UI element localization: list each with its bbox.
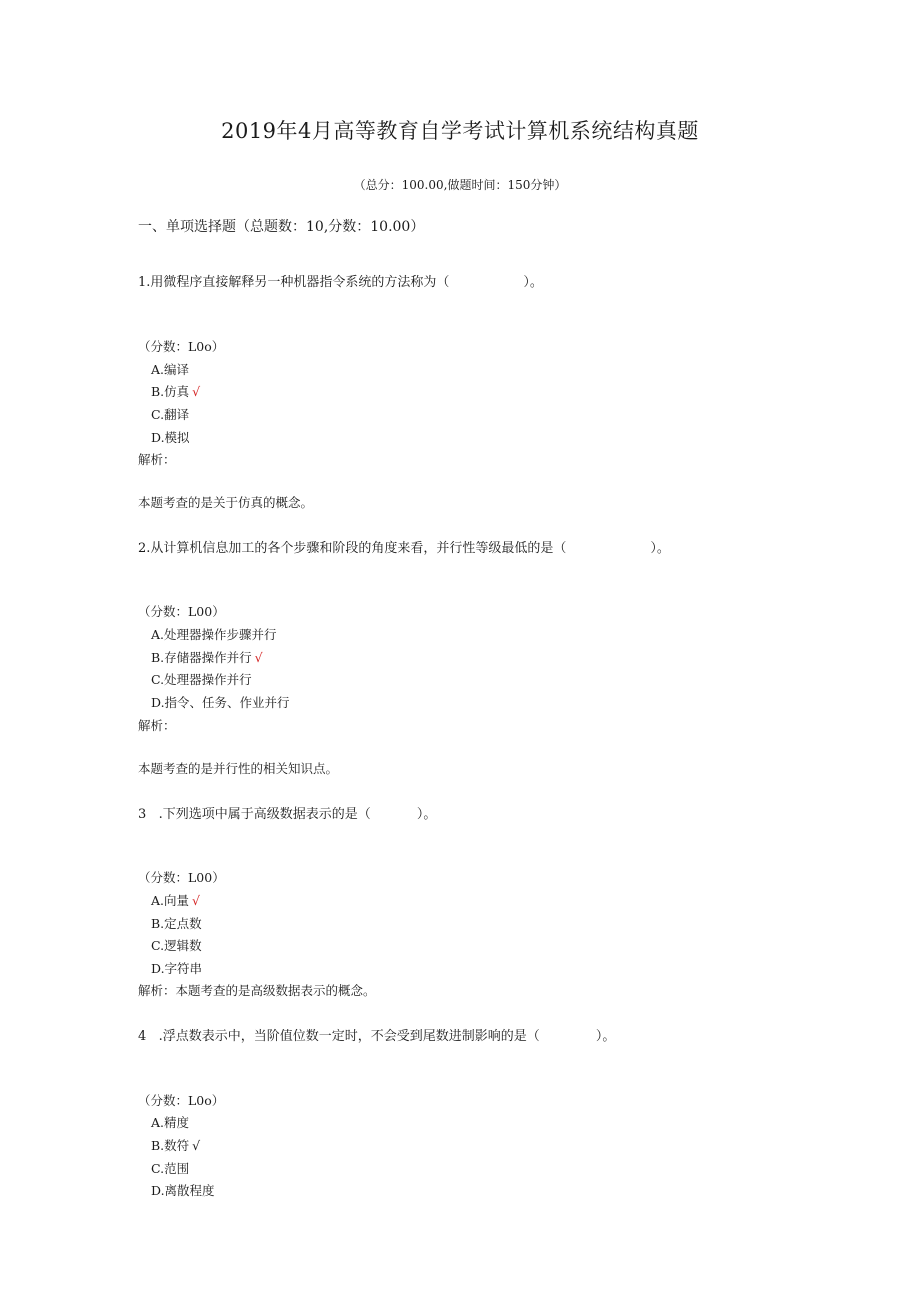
question-1-score: （分数：L0o） bbox=[138, 339, 225, 354]
question-4-option-a: A.精度 bbox=[151, 1115, 190, 1130]
question-2-option-b: B.存储器操作并行 √ bbox=[151, 650, 263, 665]
question-2-analysis-label: 解析： bbox=[138, 718, 176, 733]
question-3-option-b: B.定点数 bbox=[151, 916, 202, 931]
question-4-option-d: D.离散程度 bbox=[151, 1183, 215, 1198]
correct-check-icon: √ bbox=[192, 893, 200, 908]
question-2-stem: 2.从计算机信息加工的各个步骤和阶段的角度来看，并行性等级最低的是（ ）。 bbox=[138, 541, 670, 556]
exam-title: 2019年4月高等教育自学考试计算机系统结构真题 bbox=[221, 119, 699, 143]
question-2-score: （分数：L00） bbox=[138, 604, 225, 619]
question-3-stem: 3 .下列选项中属于高级数据表示的是（ ）。 bbox=[138, 807, 437, 822]
question-1-analysis-label: 解析： bbox=[138, 452, 176, 467]
question-4-score: （分数：L0o） bbox=[138, 1093, 225, 1108]
section-heading: 一、单项选择题（总题数：10,分数：10.00） bbox=[138, 219, 425, 235]
question-3-option-a: A.向量 √ bbox=[151, 893, 200, 908]
question-1-option-b: B.仿真 √ bbox=[151, 384, 201, 399]
correct-check-icon: √ bbox=[192, 384, 201, 399]
correct-check-icon: √ bbox=[192, 1138, 201, 1153]
question-1-analysis: 本题考查的是关于仿真的概念。 bbox=[138, 495, 314, 510]
question-1-stem: 1.用微程序直接解释另一种机器指令系统的方法称为（ ）。 bbox=[138, 275, 543, 290]
question-3-score: （分数：L00） bbox=[138, 870, 225, 885]
exam-subtitle: （总分：100.00,做题时间：150分钟） bbox=[353, 178, 567, 192]
question-1-option-d: D.模拟 bbox=[151, 430, 190, 445]
question-3-analysis: 解析：本题考查的是高级数据表示的概念。 bbox=[138, 983, 376, 998]
question-2-option-d: D.指令、任务、作业并行 bbox=[151, 695, 290, 710]
question-4-stem: 4 .浮点数表示中，当阶值位数一定时，不会受到尾数进制影响的是（ ）。 bbox=[138, 1029, 616, 1044]
question-1-option-c: C.翻译 bbox=[151, 407, 190, 422]
question-2-option-a: A.处理器操作步骤并行 bbox=[151, 627, 277, 642]
question-2-analysis: 本题考查的是并行性的相关知识点。 bbox=[138, 761, 339, 776]
question-4-option-c: C.范围 bbox=[151, 1161, 190, 1176]
correct-check-icon: √ bbox=[254, 650, 263, 665]
question-1-option-a: A.编译 bbox=[151, 362, 190, 377]
question-2-option-c: C.处理器操作并行 bbox=[151, 672, 252, 687]
question-3-option-d: D.字符串 bbox=[151, 961, 203, 976]
question-3-option-c: C.逻辑数 bbox=[151, 938, 202, 953]
question-4-option-b: B.数符 √ bbox=[151, 1138, 201, 1153]
